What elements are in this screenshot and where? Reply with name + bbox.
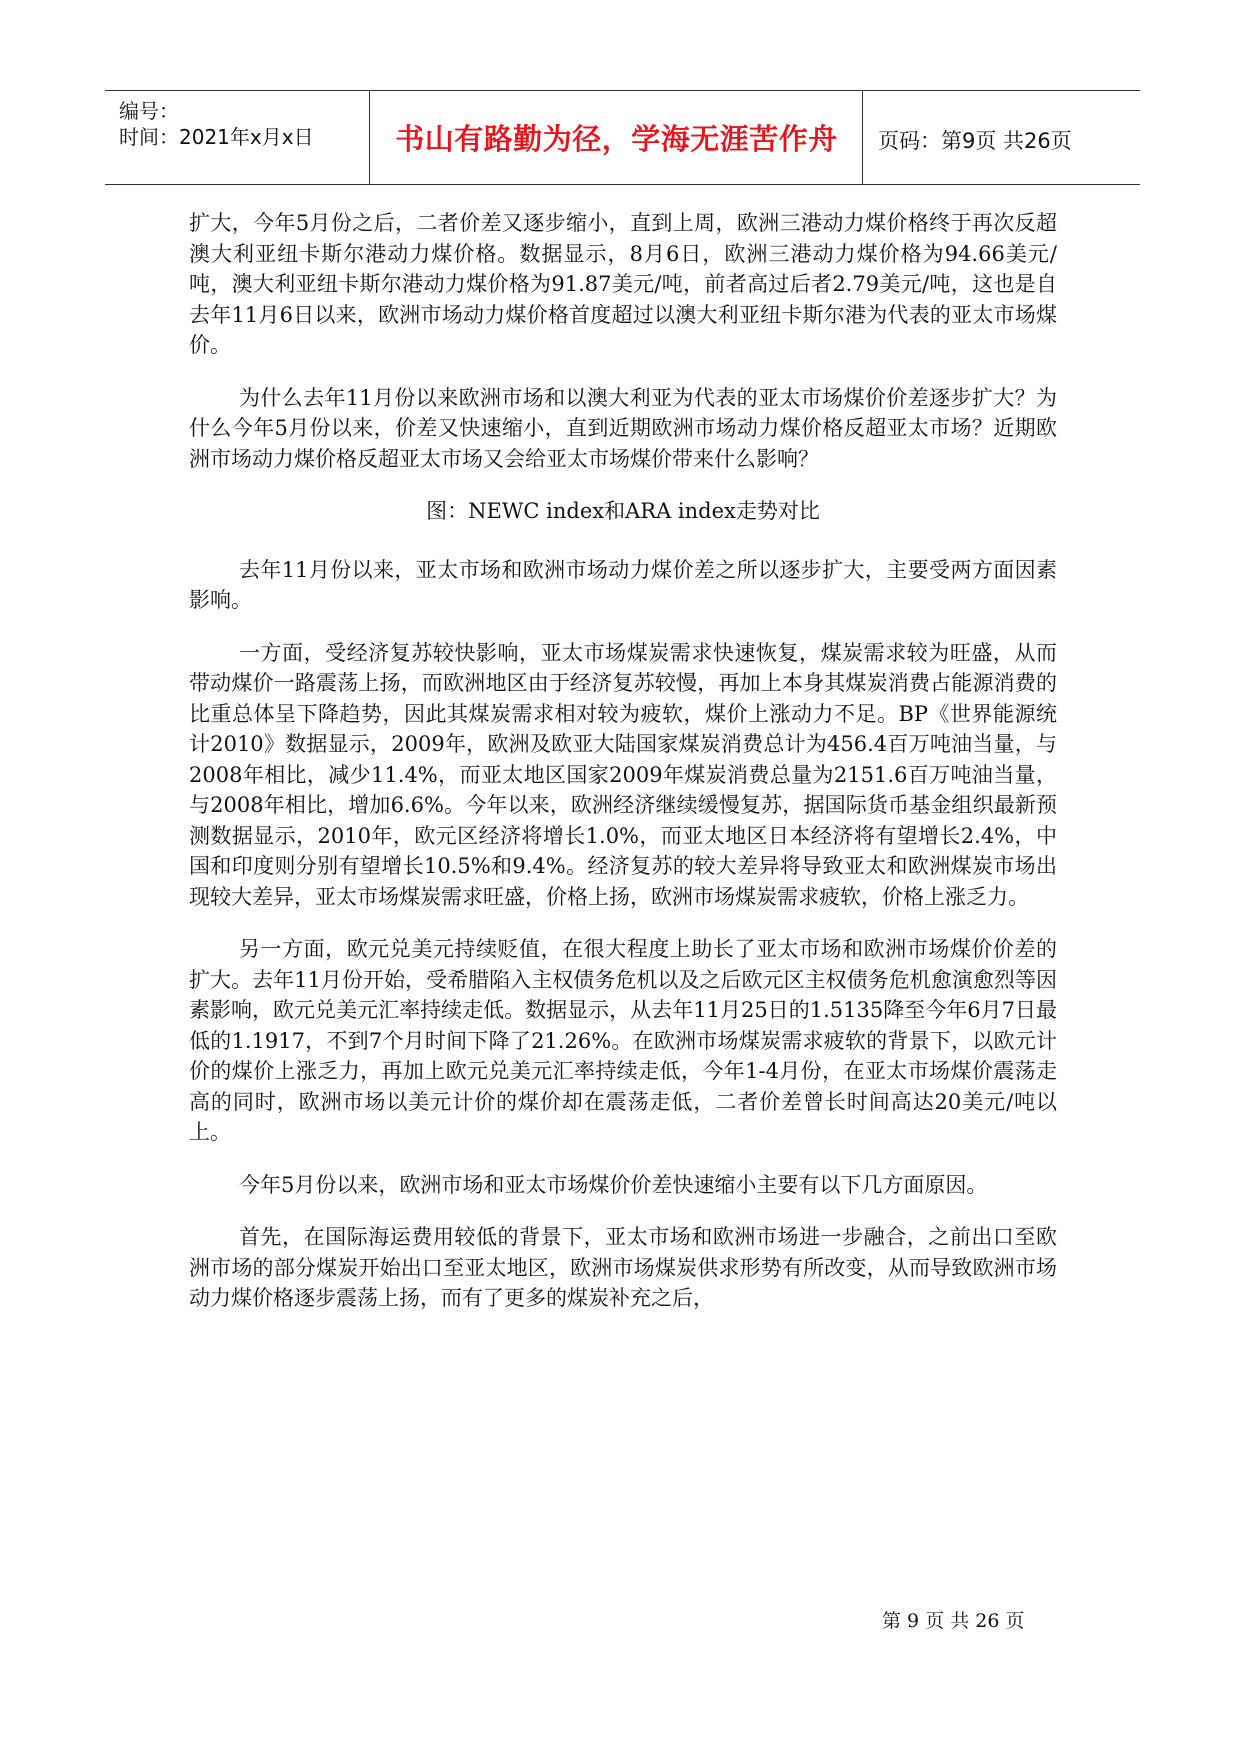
- header-left-cell: [105, 91, 370, 184]
- paragraph-first-reason: 首先，在国际海运费用较低的背景下，亚太市场和欧洲市场进一步融合，之前出口至欧洲市场的部分煤炭开始出口至亚太地区，欧洲市场煤炭供求形势有所改变，从而导致欧洲市场动力煤价格逐步震荡上扬，而有了更多的煤炭补充之后，: [189, 1225, 1057, 1310]
- document-time-label: 时间：2021年x月x日: [119, 125, 314, 149]
- paragraph-currency-factor: 另一方面，欧元兑美元持续贬值，在很大程度上助长了亚太市场和欧洲市场煤价价差的扩大。去年11月份开始，受希腊陷入主权债务危机以及之后欧元区主权债务危机愈演愈烈等因素影响，欧元兑美元汇率持续走低。数据显示，从去年11月25日的1.5135降至今年6月7日最低的1.1917，不到7个月时间下降了21.26%。在欧洲市场煤炭需求疲软的背景下，以欧元计价的煤价上涨乏力，再加上欧元兑美元汇率持续走低，今年1-4月份，在亚太市场煤价震荡走高的同时，欧洲市场以美元计价的煤价却在震荡走低，二者价差曾长时间高达20美元/吨以上。: [189, 937, 1057, 1144]
- page-footer: 第 9 页 共 26 页: [882, 1610, 1025, 1632]
- header-right-cell: [864, 91, 1140, 184]
- document-number-label: 编号：: [119, 99, 179, 123]
- paragraph-continued: 扩大，今年5月份之后，二者价差又逐步缩小，直到上周，欧洲三港动力煤价格终于再次反超澳大利亚纽卡斯尔港动力煤价格。数据显示，8月6日，欧洲三港动力煤价格为94.66美元/吨，澳大利亚纽卡斯尔港动力煤价格为91.87美元/吨，前者高过后者2.79美元/吨，这也是自去年11月6日以来，欧洲市场动力煤价格首度超过以澳大利亚纽卡斯尔港为代表的亚太市场煤价。: [189, 211, 1057, 357]
- paragraph-factors-intro: 去年11月份以来，亚太市场和欧洲市场动力煤价差之所以逐步扩大，主要受两方面因素影响。: [189, 557, 1057, 612]
- header-middle-cell: [371, 91, 863, 184]
- paragraph-questions: 为什么去年11月份以来欧洲市场和以澳大利亚为代表的亚太市场煤价价差逐步扩大？为什么今年5月份以来，价差又快速缩小，直到近期欧洲市场动力煤价格反超亚太市场？近期欧洲市场动力煤价格反超亚太市场又会给亚太市场煤价带来什么影响？: [189, 385, 1057, 471]
- header-page-number: 页码：第9页 共26页: [878, 129, 1072, 153]
- paragraph-demand-factor: 一方面，受经济复苏较快影响，亚太市场煤炭需求快速恢复，煤炭需求较为旺盛，从而带动煤价一路震荡上扬，而欧洲地区由于经济复苏较慢，再加上本身其煤炭消费占能源消费的比重总体呈下降趋势，因此其煤炭需求相对较为疲软，煤价上涨动力不足。BP《世界能源统计2010》数据显示，2009年，欧洲及欧亚大陆国家煤炭消费总计为456.4百万吨油当量，与2008年相比，减少11.4%，而亚太地区国家2009年煤炭消费总量为2151.6百万吨油当量，与2008年相比，增加6.6%。今年以来，欧洲经济继续缓慢复苏，据国际货币基金组织最新预测数据显示，2010年，欧元区经济将增长1.0%，而亚太地区日本经济将有望增长2.4%，中国和印度则分别有望增长10.5%和9.4%。经济复苏的较大差异将导致亚太和欧洲煤炭市场出现较大差异，亚太市场煤炭需求旺盛，价格上扬，欧洲市场煤炭需求疲软，价格上涨乏力。: [189, 640, 1057, 909]
- paragraph-narrowing-intro: 今年5月份以来，欧洲市场和亚太市场煤价价差快速缩小主要有以下几方面原因。: [239, 1172, 988, 1197]
- header-motto: 书山有路勤为径，学海无涯苦作舟: [395, 122, 838, 156]
- document-body: [189, 208, 1057, 1336]
- page-header: [105, 90, 1140, 185]
- figure-caption: 图：NEWC index和ARA index走势对比: [426, 499, 820, 523]
